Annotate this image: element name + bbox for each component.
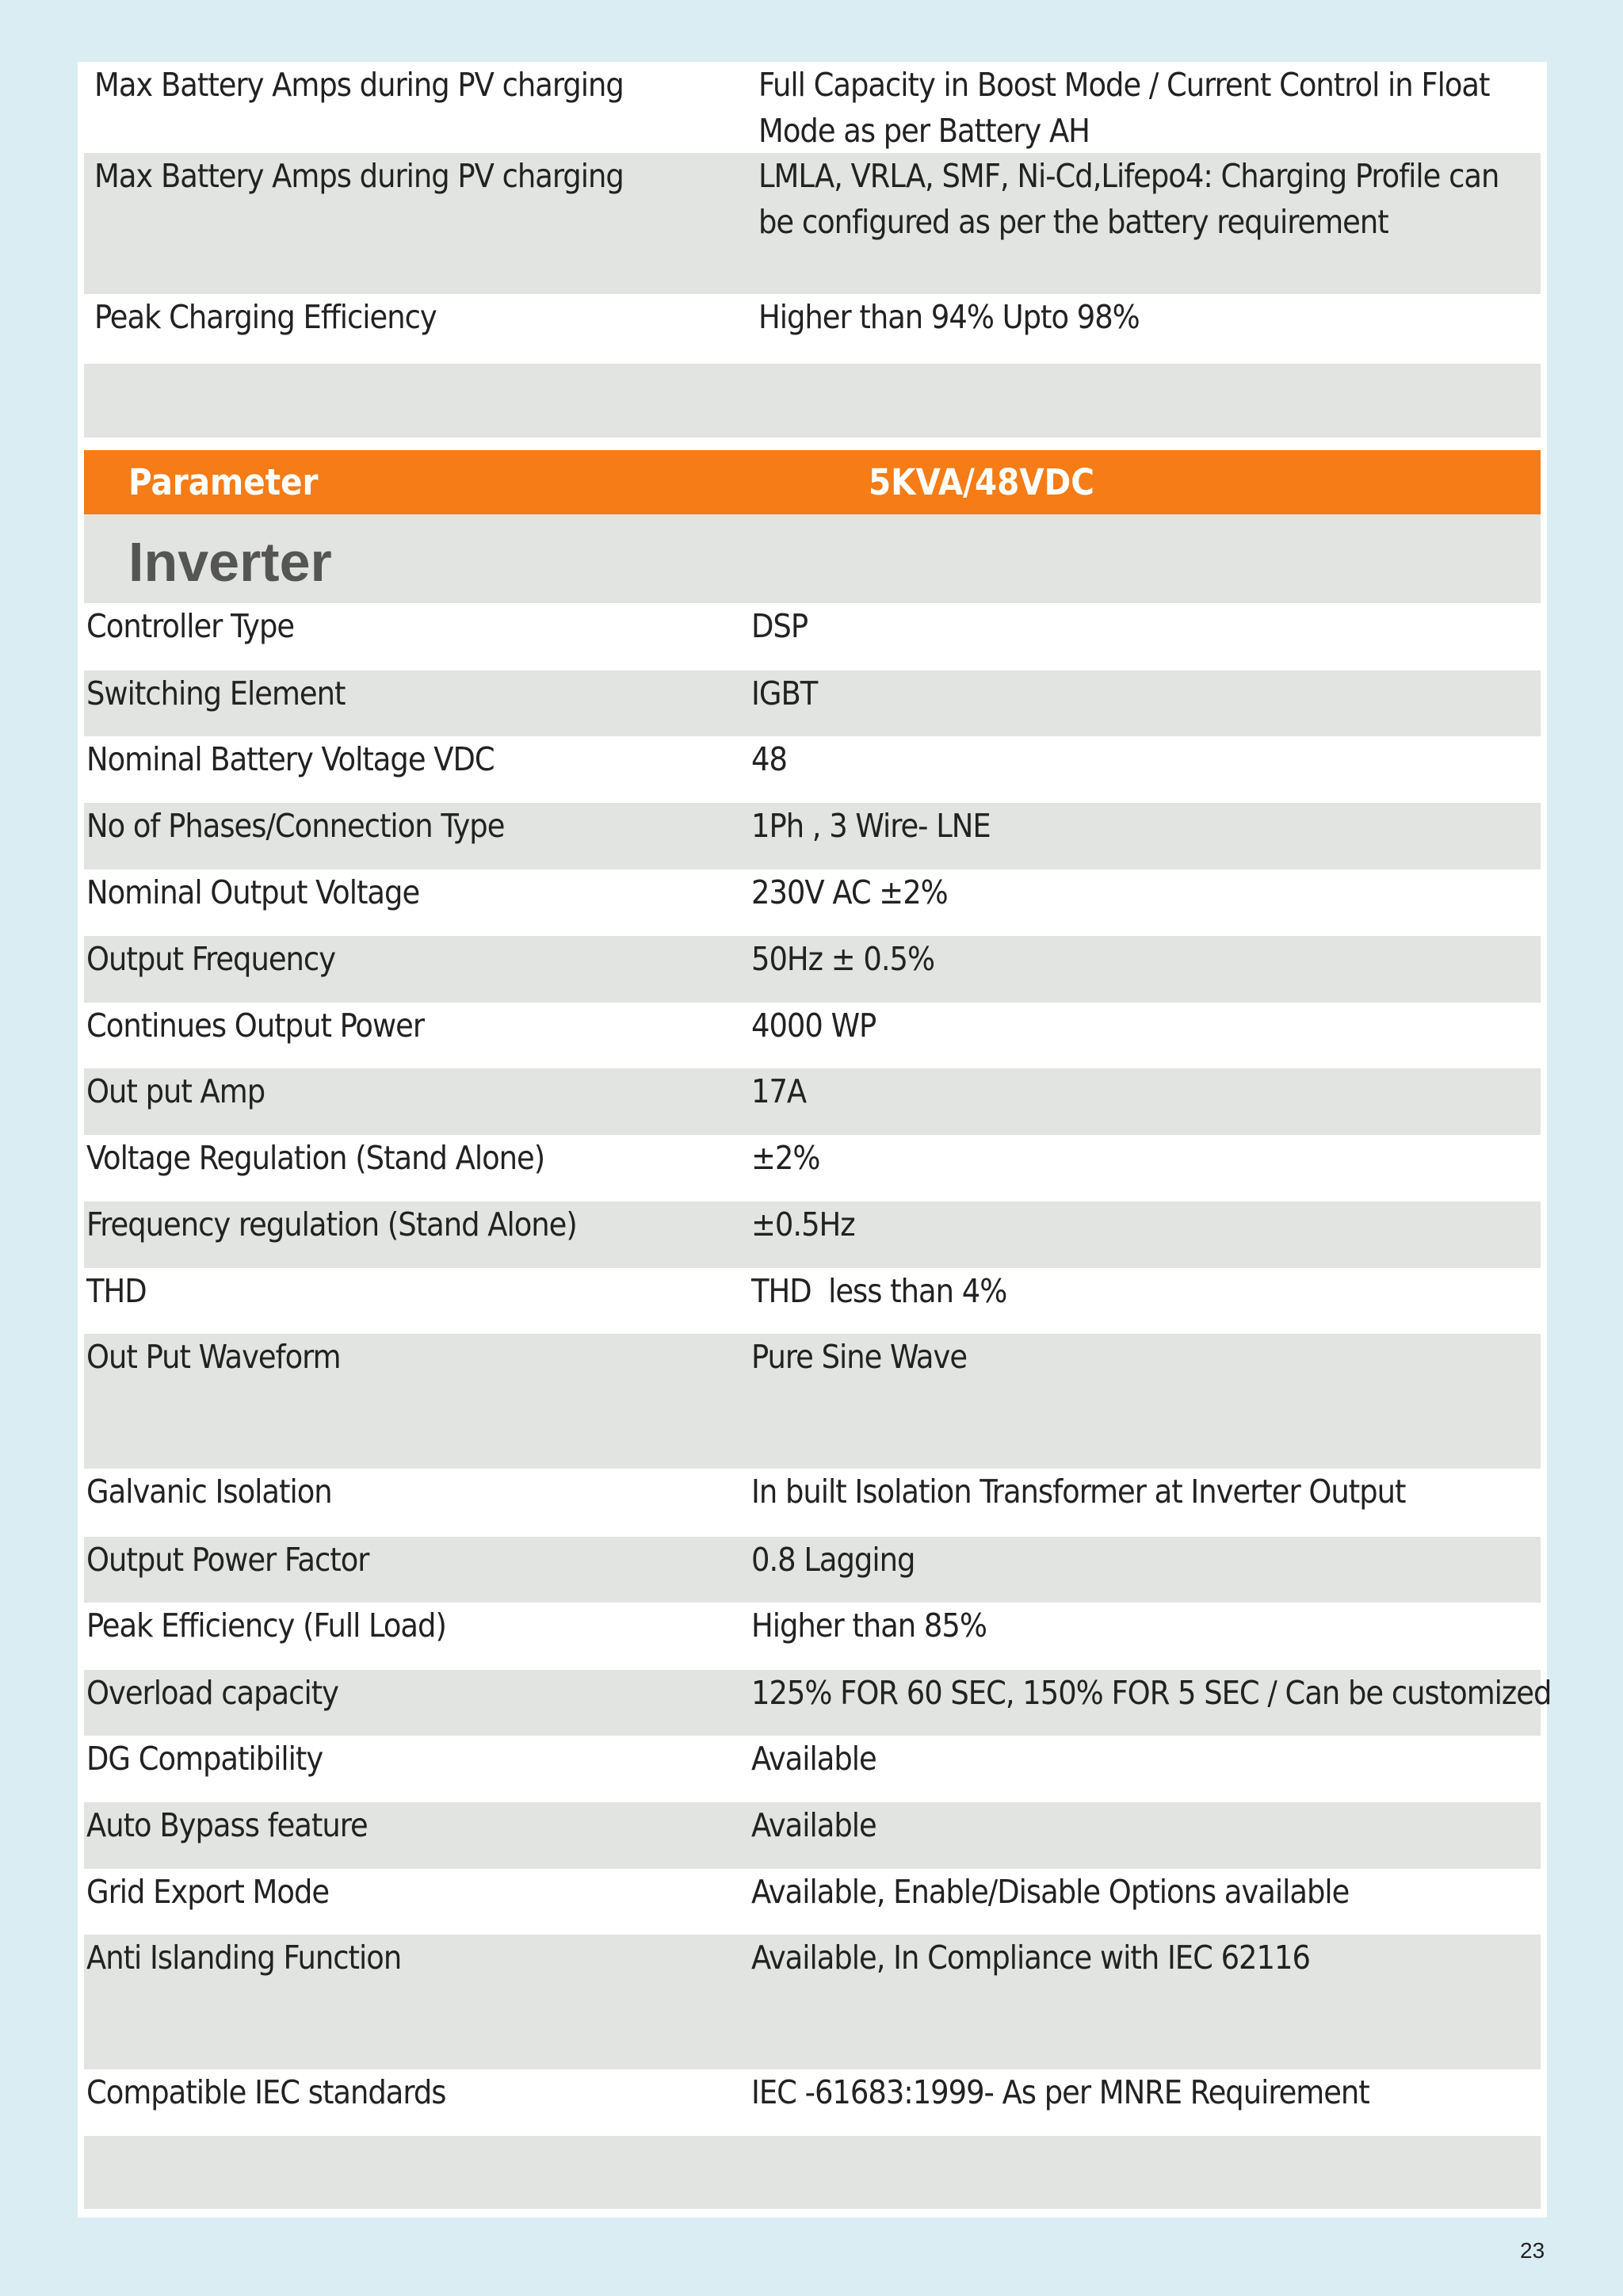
table-row: [84, 1334, 1541, 1469]
param-label: Nominal Battery Voltage VDC: [86, 740, 495, 778]
param-label: Controller Type: [86, 607, 295, 645]
param-label: Frequency regulation (Stand Alone): [86, 1205, 577, 1244]
param-value: IGBT: [751, 674, 818, 712]
empty-row: [84, 2136, 1541, 2209]
page-number: 23: [1520, 2238, 1545, 2263]
table-row: [84, 1869, 1541, 1935]
table-header: [84, 450, 1541, 514]
param-value: Higher than 94% Upto 98%: [758, 298, 1140, 336]
table-row: [84, 153, 1541, 294]
param-value: Available, In Compliance with IEC 62116: [751, 1939, 1310, 1977]
table-row: [84, 1935, 1541, 2069]
param-label: Max Battery Amps during PV charging: [94, 157, 624, 195]
param-label: Grid Export Mode: [86, 1873, 330, 1911]
param-value: LMLA, VRLA, SMF, Ni-Cd,Lifepo4: Charging Profile can be configured as per the battery requirement: [758, 157, 1499, 241]
table-row: [84, 1603, 1541, 1670]
param-label: Max Battery Amps during PV charging: [94, 66, 624, 104]
param-label: Peak Charging Efficiency: [94, 298, 437, 336]
param-value: Available, Enable/Disable Options available: [751, 1873, 1350, 1911]
param-label: No of Phases/Connection Type: [86, 807, 505, 845]
table-row: [84, 1201, 1541, 1268]
table-row: [84, 1736, 1541, 1802]
param-value: 4000 WP: [751, 1007, 876, 1045]
table-row: [84, 1003, 1541, 1068]
table-row: [84, 869, 1541, 936]
table-row: [84, 1135, 1541, 1201]
param-label: Overload capacity: [86, 1674, 338, 1712]
table-row: [84, 603, 1541, 670]
param-label: Output Frequency: [86, 940, 336, 978]
table-row: [84, 936, 1541, 1003]
header-model: 5KVA/48VDC: [869, 461, 1094, 503]
param-value: 50Hz ± 0.5%: [751, 940, 935, 978]
table-row: [84, 736, 1541, 803]
table-row: [84, 2069, 1541, 2136]
param-label: Switching Element: [86, 674, 346, 712]
table-row: [84, 1670, 1552, 1736]
table-row: [84, 1068, 1541, 1135]
param-value: In built Isolation Transformer at Inverter Output: [751, 1473, 1406, 1511]
table-row: [84, 1537, 1541, 1603]
param-value: 230V AC ±2%: [751, 873, 948, 911]
empty-row: [84, 364, 1541, 437]
section-title: Inverter: [128, 531, 332, 593]
param-value: 125% FOR 60 SEC, 150% FOR 5 SEC / Can be customized: [751, 1674, 1552, 1712]
table-row: [84, 62, 1541, 153]
param-value: THD less than 4%: [751, 1272, 1007, 1310]
param-label: Output Power Factor: [86, 1541, 369, 1579]
param-value: Available: [751, 1806, 876, 1844]
param-value: 48: [751, 740, 787, 778]
header-parameter: Parameter: [128, 461, 319, 503]
table-row: [84, 1469, 1541, 1537]
param-label: Anti Islanding Function: [86, 1939, 402, 1977]
param-value: DSP: [751, 607, 808, 645]
param-label: Peak Efficiency (Full Load): [86, 1606, 446, 1645]
param-label: Auto Bypass feature: [86, 1806, 368, 1844]
param-value: ±2%: [751, 1139, 820, 1177]
param-value: 1Ph , 3 Wire- LNE: [751, 807, 991, 845]
table-row: [84, 670, 1541, 736]
param-label: Out put Amp: [86, 1072, 265, 1110]
param-value: Higher than 85%: [751, 1606, 987, 1645]
param-value: Available: [751, 1740, 876, 1778]
section-heading: [84, 514, 1541, 603]
param-label: DG Compatibility: [86, 1740, 323, 1778]
table-row: [84, 1268, 1541, 1334]
param-label: Voltage Regulation (Stand Alone): [86, 1139, 545, 1177]
param-value: 0.8 Lagging: [751, 1541, 915, 1579]
table-row: [84, 803, 1541, 869]
param-value: Pure Sine Wave: [751, 1338, 968, 1376]
param-value: IEC -61683:1999- As per MNRE Requirement: [751, 2073, 1369, 2111]
param-value: ±0.5Hz: [751, 1205, 855, 1244]
param-label: Nominal Output Voltage: [86, 873, 420, 911]
spec-page: [78, 62, 1552, 2218]
param-label: Continues Output Power: [86, 1007, 425, 1045]
param-label: Out Put Waveform: [86, 1338, 341, 1376]
param-label: Galvanic Isolation: [86, 1473, 332, 1511]
table-row: [84, 294, 1541, 364]
table-row: [84, 1802, 1541, 1869]
param-label: THD: [86, 1272, 147, 1310]
param-label: Compatible IEC standards: [86, 2073, 446, 2111]
param-value: Full Capacity in Boost Mode / Current Control in Float Mode as per Battery AH: [758, 66, 1490, 150]
param-value: 17A: [751, 1072, 807, 1110]
